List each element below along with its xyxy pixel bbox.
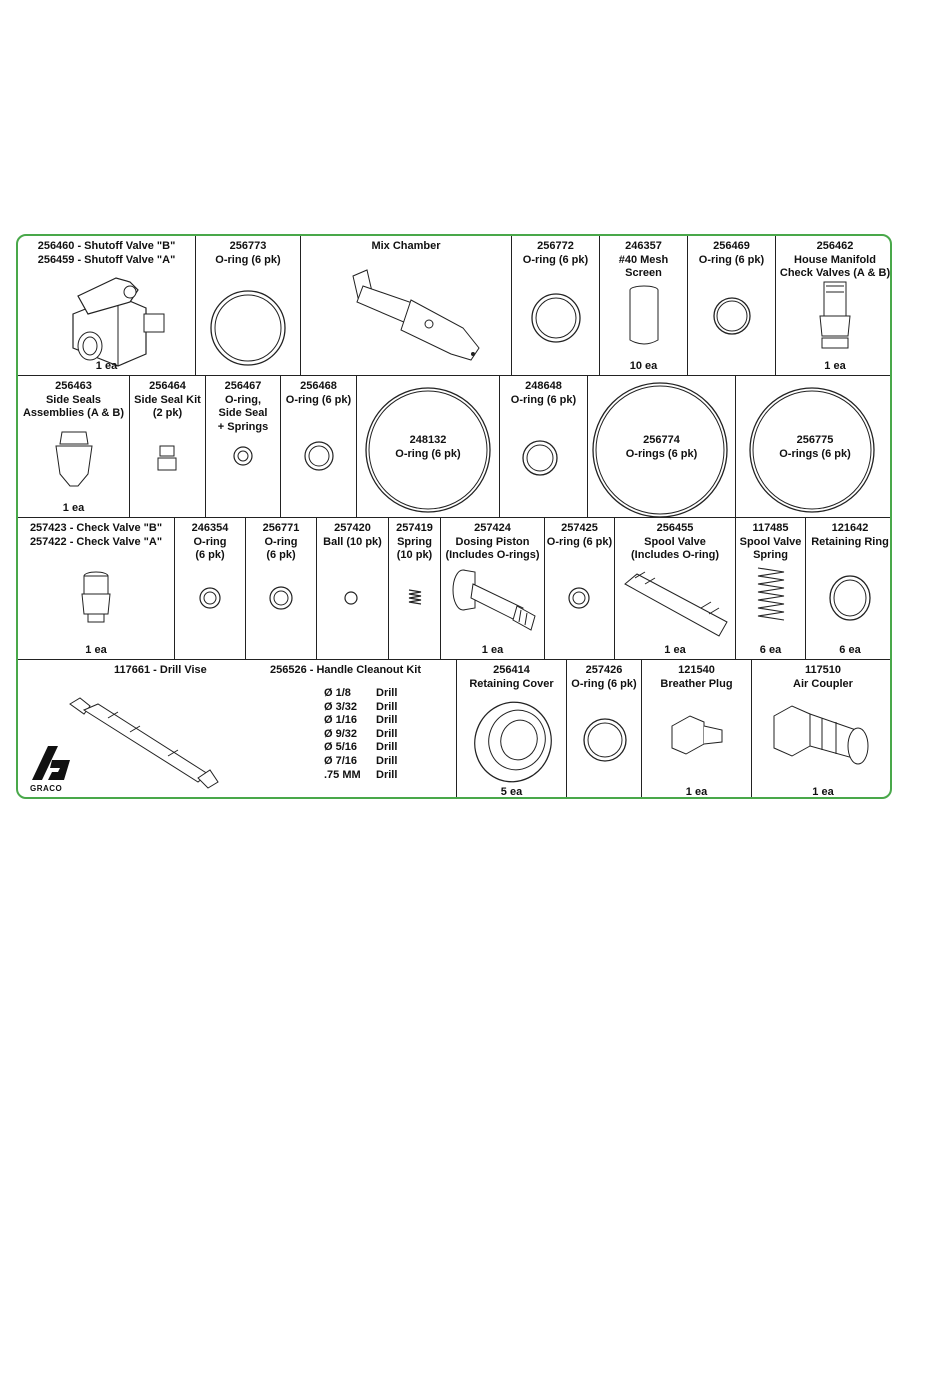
drill-size: Ø 5/16 (324, 741, 358, 754)
breather-plug-icon (642, 660, 752, 799)
spool-valve-icon (615, 518, 736, 660)
part-label-line: 256469 (713, 240, 750, 252)
part-cell-dosing-piston (441, 518, 545, 660)
part-cell-o-ring-256773 (196, 236, 301, 376)
part-label-line: 257424 (474, 522, 511, 534)
part-count: 1 ea (685, 786, 708, 798)
part-label-line: O-rings (6 pk) (625, 447, 698, 460)
part-label-line: O-ring (6 pk) (571, 677, 637, 690)
part-cell-spool-valve-spring (736, 518, 806, 660)
part-cell-house-manifold (776, 236, 892, 376)
part-label-line: O-rings (6 pk) (779, 447, 851, 460)
part-label-line: 256455 (656, 522, 694, 534)
air-coupler-icon (752, 660, 892, 799)
part-label-line: 256459 - Shutoff Valve "A" (37, 253, 176, 266)
o-ring-icon (688, 236, 776, 376)
drill-type: Drill (376, 754, 398, 767)
drill-type: Drill (376, 687, 398, 699)
part-label-line: Check Valves (A & B) (779, 267, 891, 279)
retaining-ring-icon (806, 518, 892, 660)
part-count: 5 ea (500, 786, 523, 798)
o-ring-icon (281, 376, 357, 518)
part-label-line: 256773 (229, 240, 267, 252)
part-cell-o-ring-248132 (357, 376, 500, 518)
part-label-line: 256774 (643, 434, 680, 446)
part-label-line: O-ring, (224, 393, 262, 406)
part-cell-o-ring-256772 (512, 236, 600, 376)
part-label-line: (6 pk) (195, 549, 225, 561)
part-label-line: (Includes O-ring) (631, 549, 719, 561)
part-cell-retaining-ring (806, 518, 892, 660)
part-label-line: 257426 (585, 664, 623, 676)
part-label-line: 257422 - Check Valve "A" (29, 535, 163, 548)
part-cell-o-ring-257426 (567, 660, 642, 799)
drill-size: Ø 7/16 (324, 754, 358, 767)
part-label-line: 256772 (537, 240, 574, 252)
part-label-line: Retaining Ring (811, 535, 889, 548)
part-cell-spool-valve (615, 518, 736, 660)
part-label-line: (6 pk) (266, 549, 296, 561)
part-count: 1 ea (62, 502, 85, 514)
graco-logo-text: GRACO (30, 784, 63, 793)
drill-row (324, 728, 397, 742)
part-label-line: O-ring (6 pk) (522, 253, 589, 266)
part-label-line: 256463 (55, 380, 92, 392)
part-count: 1 ea (85, 644, 107, 656)
part-label-line: 117485 (752, 522, 789, 534)
part-label-line: 257419 (396, 522, 433, 534)
part-cell-ball (317, 518, 389, 660)
part-label-line: 246357 (625, 240, 662, 252)
part-label-line: 248648 (525, 380, 562, 392)
o-ring-icon (206, 376, 281, 518)
part-label-line: O-ring (6 pk) (395, 447, 461, 460)
retaining-cover-icon (457, 660, 567, 799)
part-count: 1 ea (824, 360, 846, 372)
side-seal-icon (18, 376, 130, 518)
part-label-line: (2 pk) (152, 407, 183, 419)
drill-row (324, 714, 397, 728)
part-count: 1 ea (812, 786, 834, 798)
spring-icon (736, 518, 806, 660)
part-label-line: O-ring (6 pk) (510, 393, 577, 406)
part-cell-o-ring-256467 (206, 376, 281, 518)
part-cell-o-ring-256775 (736, 376, 892, 518)
part-label-line: Retaining Cover (469, 677, 554, 690)
drill-type: Drill (376, 700, 398, 713)
part-cell-air-coupler (752, 660, 892, 799)
cleanout-kit-label: 256526 - Handle Cleanout Kit (270, 664, 421, 676)
spring-icon (389, 518, 441, 660)
part-label-line: 248132 (409, 434, 447, 446)
part-label-line: 256771 (262, 522, 300, 534)
drill-type: Drill (376, 768, 398, 781)
part-cell-o-ring-256469 (688, 236, 776, 376)
shutoff-valve-icon (18, 236, 196, 376)
part-label-line: 256462 (816, 240, 854, 252)
part-label-line: O-ring (264, 535, 298, 548)
part-label-line: 256464 (149, 380, 186, 392)
part-count: 6 ea (839, 644, 861, 656)
drill-size: .75 MM (324, 768, 361, 781)
part-label-line: Screen (625, 267, 662, 279)
o-ring-icon (246, 518, 317, 660)
ball-icon (317, 518, 389, 660)
part-cell-drill-vise-kit (18, 660, 457, 799)
drill-row (324, 769, 397, 783)
part-cell-mesh-screen (600, 236, 688, 376)
part-cell-o-ring-248648 (500, 376, 588, 518)
part-label-line: (Includes O-rings) (445, 549, 540, 561)
part-label-line: Spring (397, 535, 432, 548)
part-label-line: 257420 (334, 522, 371, 534)
part-label-line: 256468 (300, 380, 337, 392)
part-cell-retaining-cover (457, 660, 567, 799)
dosing-piston-icon (441, 518, 545, 660)
part-cell-check-valve (18, 518, 175, 660)
part-cell-o-ring-257425 (545, 518, 615, 660)
part-label-line: O-ring (6 pk) (215, 253, 281, 266)
check-valve-icon (18, 518, 175, 660)
part-cell-o-ring-256771 (246, 518, 317, 660)
part-label-line: Spool Valve (644, 535, 706, 548)
drill-type: Drill (376, 714, 398, 727)
mix-chamber-icon (301, 236, 512, 376)
drill-size: Ø 9/32 (324, 727, 358, 740)
part-cell-side-seal-kit (130, 376, 206, 518)
part-cell-breather-plug (642, 660, 752, 799)
part-count: 1 ea (95, 360, 118, 372)
part-cell-o-ring-256468 (281, 376, 357, 518)
o-ring-icon (545, 518, 615, 660)
part-label-line: Spring (753, 549, 788, 561)
part-label-line: Breather Plug (660, 677, 733, 690)
o-ring-icon (500, 376, 588, 518)
drill-size: Ø 1/16 (324, 714, 358, 727)
part-label-line: (10 pk) (396, 549, 433, 561)
mesh-screen-icon (600, 236, 688, 376)
drill-size: Ø 1/8 (324, 687, 351, 699)
graco-logo (26, 740, 74, 784)
o-ring-icon (175, 518, 246, 660)
part-count: 10 ea (629, 360, 658, 372)
o-ring-icon (567, 660, 642, 799)
parts-kit-board (16, 234, 892, 799)
part-label-line: House Manifold (794, 253, 876, 266)
part-cell-shutoff-valve (18, 236, 196, 376)
drill-list (324, 687, 397, 782)
part-cell-side-seals (18, 376, 130, 518)
part-label-line: Assemblies (A & B) (22, 407, 125, 419)
drill-row (324, 687, 397, 701)
part-label-line: 246354 (191, 522, 229, 534)
part-cell-spring-257419 (389, 518, 441, 660)
part-label-line: 257423 - Check Valve "B" (29, 522, 163, 534)
side-seal-kit-icon (130, 376, 206, 518)
drill-type: Drill (376, 727, 398, 740)
part-label-line: Dosing Piston (455, 535, 530, 548)
part-label-line: 117510 (804, 664, 842, 676)
part-label-line: O-ring (193, 535, 227, 548)
part-label-line: Spool Valve (739, 535, 802, 548)
drill-row (324, 741, 397, 755)
o-ring-icon (512, 236, 600, 376)
part-count: 6 ea (759, 644, 782, 656)
part-label-line: Side Seals (45, 393, 102, 406)
part-label-line: #40 Mesh (618, 253, 669, 266)
drill-row (324, 755, 397, 769)
part-label-line: Side Seal (218, 407, 268, 419)
part-label-line: + Springs (217, 420, 269, 433)
part-label-line: 121642 (831, 522, 869, 534)
o-ring-icon (196, 236, 301, 376)
part-label-line: Side Seal Kit (134, 393, 201, 406)
part-label-line: 256460 - Shutoff Valve "B" (37, 240, 176, 252)
part-cell-o-ring-256774 (588, 376, 736, 518)
drill-vise-label: 117661 - Drill Vise (114, 664, 207, 676)
part-label-line: Air Coupler (793, 677, 853, 690)
drill-row (324, 701, 397, 715)
part-label-line: Mix Chamber (371, 240, 441, 252)
part-label-line: O-ring (6 pk) (546, 535, 613, 548)
part-cell-mix-chamber (301, 236, 512, 376)
check-valve-icon (776, 236, 892, 376)
drill-type: Drill (376, 741, 398, 754)
part-label-line: 256414 (493, 664, 530, 676)
part-label-line: Ball (10 pk) (323, 535, 382, 548)
part-label-line: 257425 (561, 522, 598, 534)
part-cell-o-ring-246354 (175, 518, 246, 660)
part-label-line: 121540 (678, 664, 715, 676)
part-label-line: O-ring (6 pk) (285, 393, 352, 406)
part-count: 1 ea (481, 644, 504, 656)
part-label-line: 256775 (796, 434, 834, 446)
part-label-line: O-ring (6 pk) (698, 253, 765, 266)
drill-size: Ø 3/32 (324, 700, 358, 713)
part-count: 1 ea (664, 644, 686, 656)
part-label-line: 256467 (224, 380, 262, 392)
